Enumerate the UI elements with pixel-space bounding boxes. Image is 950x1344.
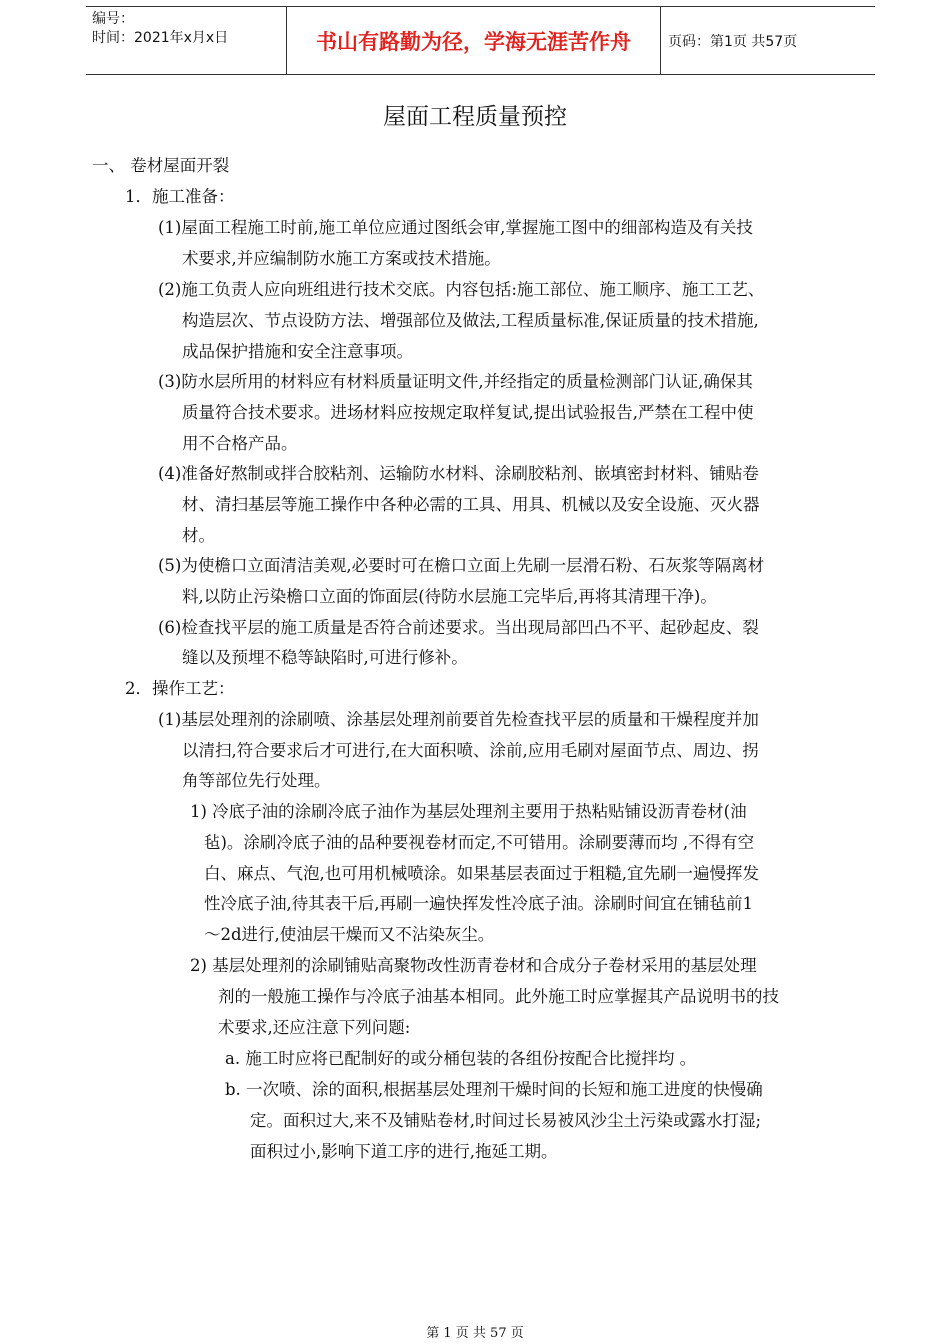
paragraph-line: 材。 — [182, 526, 215, 545]
header-divider — [660, 7, 661, 74]
list-item: b. 一次喷、涂的面积,根据基层处理剂干燥时间的长短和施工进度的快慢确 — [225, 1080, 763, 1099]
subsection-heading: 2．操作工艺： — [125, 679, 235, 698]
paragraph-line: 白、麻点、气泡,也可用机械喷涂。如果基层表面过于粗糙,宜先刷一遍慢挥发 — [204, 864, 759, 883]
paragraph-line: 剂的一般施工操作与冷底子油基本相同。此外施工时应掌握其产品说明书的技 — [218, 987, 779, 1006]
header-motto: 书山有路勤为径，学海无涯苦作舟 — [316, 29, 631, 54]
paragraph-line: 用不合格产品。 — [182, 434, 298, 453]
page-footer: 第 1 页 共 57 页 — [426, 1326, 524, 1341]
paragraph-line: 性冷底子油,待其表干后,再刷一遍快挥发性冷底子油。涂刷时间宜在铺毡前1 — [204, 894, 753, 913]
header-meta — [86, 7, 286, 74]
paragraph-line: (1)基层处理剂的涂刷喷、涂基层处理剂前要首先检查找平层的质量和干燥程度并加 — [158, 710, 759, 729]
paragraph-line: 术要求,还应注意下列问题: — [218, 1018, 411, 1037]
paragraph-line: (2)施工负责人应向班组进行技术交底。内容包括:施工部位、施工顺序、施工工艺、 — [158, 280, 765, 299]
document-number-label: 编号： — [92, 11, 134, 27]
paragraph-line: (5)为使檐口立面清洁美观,必要时可在檐口立面上先刷一层滑石粉、石灰浆等隔离材 — [158, 556, 765, 575]
list-item: a. 施工时应将已配制好的或分桶包装的各组份按配合比搅拌均 。 — [225, 1049, 697, 1068]
document-date: 时间：2021年x月x日 — [92, 30, 229, 46]
paragraph-line: 术要求,并应编制防水施工方案或技术措施。 — [182, 249, 501, 268]
paragraph-line: 构造层次、节点设防方法、增强部位及做法,工程质量标准,保证质量的技术措施, — [182, 311, 759, 330]
paragraph-line: (3)防水层所用的材料应有材料质量证明文件,并经指定的质量检测部门认证,确保其 — [158, 372, 753, 391]
paragraph-line: (1)屋面工程施工时前,施工单位应通过图纸会审,掌握施工图中的细部构造及有关技 — [158, 218, 753, 237]
paragraph-line: 2) 基层处理剂的涂刷铺贴高聚物改性沥青卷材和合成分子卷材采用的基层处理 — [190, 956, 757, 975]
page-header — [86, 6, 875, 75]
paragraph-line: 角等部位先行处理。 — [182, 771, 331, 790]
paragraph-line: 定。面积过大,来不及铺贴卷材,时间过长易被风沙尘土污染或露水打湿; — [250, 1111, 762, 1130]
paragraph-line: 缝以及预埋不稳等缺陷时,可进行修补。 — [182, 648, 468, 667]
paragraph-line: 以清扫,符合要求后才可进行,在大面积喷、涂前,应用毛刷对屋面节点、周边、拐 — [182, 741, 759, 760]
document-title: 屋面工程质量预控 — [383, 104, 567, 130]
paragraph-line: 成品保护措施和安全注意事项。 — [182, 342, 413, 361]
paragraph-line: 毡)。涂刷冷底子油的品种要视卷材而定,不可错用。涂刷要薄而均 ,不得有空 — [204, 833, 755, 852]
section-heading: 一、 卷材屋面开裂 — [92, 156, 230, 175]
paragraph-line: 面积过小,影响下道工序的进行,拖延工期。 — [250, 1142, 558, 1161]
paragraph-line: 材、清扫基层等施工操作中各种必需的工具、用具、机械以及安全设施、灭火器 — [182, 495, 760, 514]
paragraph-line: 质量符合技术要求。进场材料应按规定取样复试,提出试验报告,严禁在工程中使 — [182, 403, 754, 422]
paragraph-line: 1) 冷底子油的涂刷冷底子油作为基层处理剂主要用于热粘贴铺设沥青卷材(油 — [190, 802, 747, 821]
paragraph-line: (4)准备好熬制或拌合胶粘剂、运输防水材料、涂刷胶粘剂、嵌填密封材料、铺贴卷 — [158, 464, 759, 483]
header-page-info: 页码：第1页 共57页 — [668, 33, 798, 50]
paragraph-line: 料,以防止污染檐口立面的饰面层(待防水层施工完毕后,再将其清理干净)。 — [182, 587, 717, 606]
subsection-heading: 1．施工准备： — [125, 187, 235, 206]
paragraph-line: (6)检查找平层的施工质量是否符合前述要求。当出现局部凹凸不平、起砂起皮、裂 — [158, 618, 759, 637]
paragraph-line: ～2d进行,使油层干燥而又不沾染灰尘。 — [204, 925, 495, 944]
